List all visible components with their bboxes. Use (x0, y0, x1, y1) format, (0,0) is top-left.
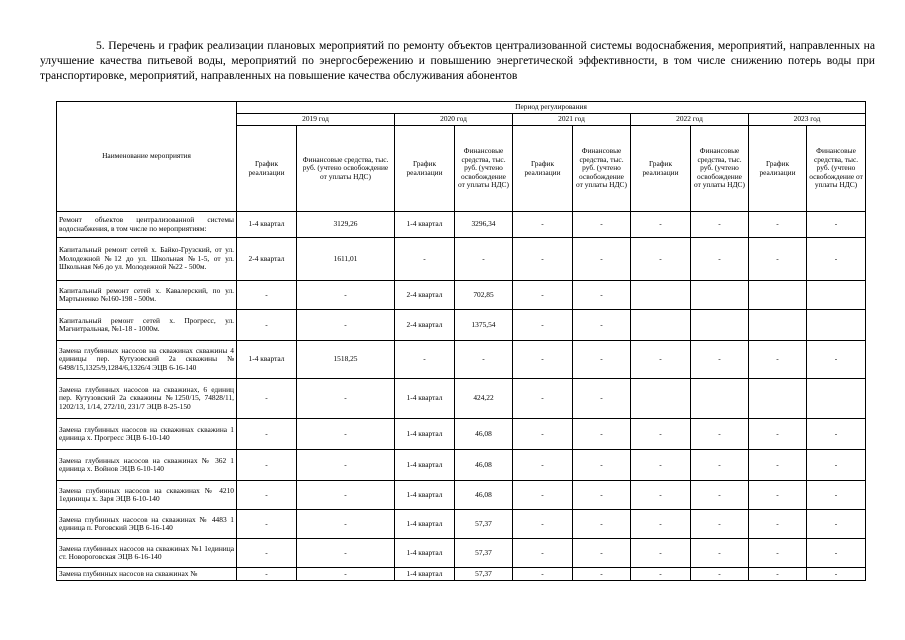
year-header: 2023 год (749, 114, 866, 126)
cell: - (237, 379, 297, 419)
measure-name: Замена глубинных насосов на скважинах № 4210 1единицы х. Заря ЭЦВ 6-10-140 (57, 481, 237, 510)
cell: - (631, 341, 691, 379)
schedule-header: График реализации (749, 126, 807, 212)
cell: - (297, 481, 395, 510)
cell: - (691, 238, 749, 281)
cell: 1518,25 (297, 341, 395, 379)
cell: - (749, 450, 807, 481)
cell: - (513, 310, 573, 341)
cell: - (513, 212, 573, 238)
cell: - (691, 539, 749, 568)
cell: - (631, 212, 691, 238)
cell: - (297, 539, 395, 568)
cell: - (807, 212, 866, 238)
cell: - (237, 450, 297, 481)
finance-header: Финансовые средства, тыс. руб. (учтено освобождение от уплаты НДС) (297, 126, 395, 212)
cell: - (807, 238, 866, 281)
schedule-header: График реализации (395, 126, 455, 212)
cell: - (573, 419, 631, 450)
cell: 702,85 (455, 281, 513, 310)
cell: 1-4 квартал (395, 419, 455, 450)
cell (691, 310, 749, 341)
cell: - (631, 450, 691, 481)
year-header: 2021 год (513, 114, 631, 126)
cell: - (513, 568, 573, 581)
cell: - (691, 510, 749, 539)
schedule-header: График реализации (513, 126, 573, 212)
cell: - (297, 310, 395, 341)
cell: 1-4 квартал (395, 379, 455, 419)
cell: 1-4 квартал (237, 341, 297, 379)
cell: 1611,01 (297, 238, 395, 281)
cell: - (573, 450, 631, 481)
cell: 46,08 (455, 481, 513, 510)
cell: - (513, 481, 573, 510)
cell (631, 379, 691, 419)
cell: - (297, 379, 395, 419)
cell: - (455, 341, 513, 379)
cell: - (631, 539, 691, 568)
cell: - (807, 510, 866, 539)
table-row (57, 481, 866, 510)
cell: - (691, 212, 749, 238)
measures-table (56, 101, 866, 581)
cell: - (513, 281, 573, 310)
table-row (57, 379, 866, 419)
cell: - (455, 238, 513, 281)
measure-name: Замена глубинных насосов на скважинах № 362 1 единица х. Войнов ЭЦВ 6-10-140 (57, 450, 237, 481)
cell: - (691, 568, 749, 581)
cell: - (807, 568, 866, 581)
period-header: Период регулирования (237, 102, 866, 114)
cell: - (237, 539, 297, 568)
cell: - (513, 510, 573, 539)
cell: - (573, 379, 631, 419)
cell: - (807, 539, 866, 568)
measure-name: Замена глубинных насосов на скважинах скважина 1 единица х. Прогресс ЭЦВ 6-10-140 (57, 419, 237, 450)
cell: 1-4 квартал (395, 539, 455, 568)
cell: - (513, 419, 573, 450)
measure-name: Замена глубинных насосов на скважинах №1 1единица ст. Новороговская ЭЦВ 6-16-140 (57, 539, 237, 568)
cell: - (749, 238, 807, 281)
finance-header: Финансовые средства, тыс. руб. (учтено освобождение от уплаты НДС) (573, 126, 631, 212)
table-row (57, 419, 866, 450)
cell: - (573, 341, 631, 379)
cell: - (631, 481, 691, 510)
cell: - (749, 212, 807, 238)
table-row (57, 310, 866, 341)
measure-name: Капитальный ремонт сетей х. Кавалерский, по ул. Мартыненко №160-198 - 500м. (57, 281, 237, 310)
table-row (57, 341, 866, 379)
schedule-header: График реализации (237, 126, 297, 212)
finance-header: Финансовые средства, тыс. руб. (учтено освобождение от уплаты НДС) (807, 126, 866, 212)
measure-name: Замена глубинных насосов на скважинах № 4483 1 единица п. Роговский ЭЦВ 6-16-140 (57, 510, 237, 539)
finance-header: Финансовые средства, тыс. руб. (учтено освобождение от уплаты НДС) (455, 126, 513, 212)
table-row (57, 281, 866, 310)
cell: - (631, 568, 691, 581)
cell: - (749, 568, 807, 581)
cell: 1-4 квартал (395, 510, 455, 539)
cell: 2-4 квартал (395, 281, 455, 310)
cell: - (395, 341, 455, 379)
cell: - (513, 379, 573, 419)
cell: 46,08 (455, 450, 513, 481)
cell: - (691, 481, 749, 510)
cell: - (631, 419, 691, 450)
cell: - (297, 450, 395, 481)
cell: - (513, 238, 573, 281)
cell: - (237, 481, 297, 510)
cell (749, 281, 807, 310)
year-header: 2022 год (631, 114, 749, 126)
cell: 57,37 (455, 510, 513, 539)
cell: - (691, 450, 749, 481)
cell: 57,37 (455, 539, 513, 568)
measure-name: Замена глубинных насосов на скважинах скважины 4 единицы пер. Кутузовский 2а скважины № 6498/15,1325/9,1284/6,1326/4 ЭЦВ 6-16-140 (57, 341, 237, 379)
cell: - (573, 310, 631, 341)
cell: - (749, 419, 807, 450)
measure-name: Капитальный ремонт сетей х. Прогресс, ул. Магнитральная, №1-18 - 1000м. (57, 310, 237, 341)
cell: - (749, 341, 807, 379)
cell: - (297, 510, 395, 539)
cell: 1-4 квартал (395, 450, 455, 481)
cell: - (237, 510, 297, 539)
cell: - (631, 510, 691, 539)
cell: - (573, 539, 631, 568)
name-column-header: Наименование мероприятия (57, 102, 237, 212)
measure-name: Замена глубинных насосов на скважинах, 6 единиц пер. Кутузовский 2а скважины №1250/15, 74828/11, 1202/13, 1/14, 272/10, 231/7 ЭЦВ 8-25-150 (57, 379, 237, 419)
cell: - (573, 568, 631, 581)
cell: - (807, 481, 866, 510)
cell: - (395, 238, 455, 281)
table-row (57, 539, 866, 568)
cell: 1375,54 (455, 310, 513, 341)
cell: - (573, 281, 631, 310)
table-row (57, 510, 866, 539)
cell: 2-4 квартал (395, 310, 455, 341)
cell: - (807, 341, 866, 379)
cell: - (573, 238, 631, 281)
cell: 424,22 (455, 379, 513, 419)
cell: - (237, 281, 297, 310)
cell (807, 310, 866, 341)
cell: 3296,34 (455, 212, 513, 238)
cell (749, 379, 807, 419)
measure-name: Капитальный ремонт сетей х. Байко-Грузский, от ул. Молодежной №12 до ул. Школьная №1-5, от ул. Школьная №6 до ул. Молодежной №22 - 500м. (57, 238, 237, 281)
measure-name: Ремонт объектов централизованной системы водоснабжения, в том числе по мероприятиям: (57, 212, 237, 238)
cell: - (573, 212, 631, 238)
cell: - (807, 450, 866, 481)
cell (691, 379, 749, 419)
table-row (57, 450, 866, 481)
cell: 3129,26 (297, 212, 395, 238)
table-row (57, 238, 866, 281)
cell: - (237, 568, 297, 581)
cell: - (297, 419, 395, 450)
cell: - (631, 238, 691, 281)
cell: - (513, 341, 573, 379)
cell: - (691, 419, 749, 450)
cell: - (749, 481, 807, 510)
cell (691, 281, 749, 310)
cell: - (297, 281, 395, 310)
cell: - (237, 419, 297, 450)
cell: - (573, 510, 631, 539)
cell: 1-4 квартал (237, 212, 297, 238)
cell: - (513, 450, 573, 481)
cell: 1-4 квартал (395, 481, 455, 510)
cell: - (749, 510, 807, 539)
year-header: 2019 год (237, 114, 395, 126)
cell: 57,37 (455, 568, 513, 581)
cell (631, 281, 691, 310)
cell: 46,08 (455, 419, 513, 450)
cell: - (237, 310, 297, 341)
cell: 2-4 квартал (237, 238, 297, 281)
measure-name: Замена глубинных насосов на скважинах № (57, 568, 237, 581)
cell: - (749, 539, 807, 568)
cell: - (573, 481, 631, 510)
cell (631, 310, 691, 341)
cell: - (691, 341, 749, 379)
cell (807, 281, 866, 310)
finance-header: Финансовые средства, тыс. руб. (учтено освобождение от уплаты НДС) (691, 126, 749, 212)
schedule-header: График реализации (631, 126, 691, 212)
cell: - (807, 419, 866, 450)
year-header: 2020 год (395, 114, 513, 126)
cell: - (297, 568, 395, 581)
table-row (57, 568, 866, 581)
cell (749, 310, 807, 341)
document-heading: 5. Перечень и график реализации плановых мероприятий по ремонту объектов централизованной системы водоснабжения, мероприятий, направленных на улучшение качества питьевой воды, мероприятий по энергосбережению и повышению энергетической эффективности, в том числе снижению потерь воды при транспортировке, мероприятий, направленных на повышение качества обслуживания абонентов (40, 39, 875, 82)
table-row (57, 212, 866, 238)
cell: 1-4 квартал (395, 212, 455, 238)
cell: - (513, 539, 573, 568)
cell (807, 379, 866, 419)
cell: 1-4 квартал (395, 568, 455, 581)
